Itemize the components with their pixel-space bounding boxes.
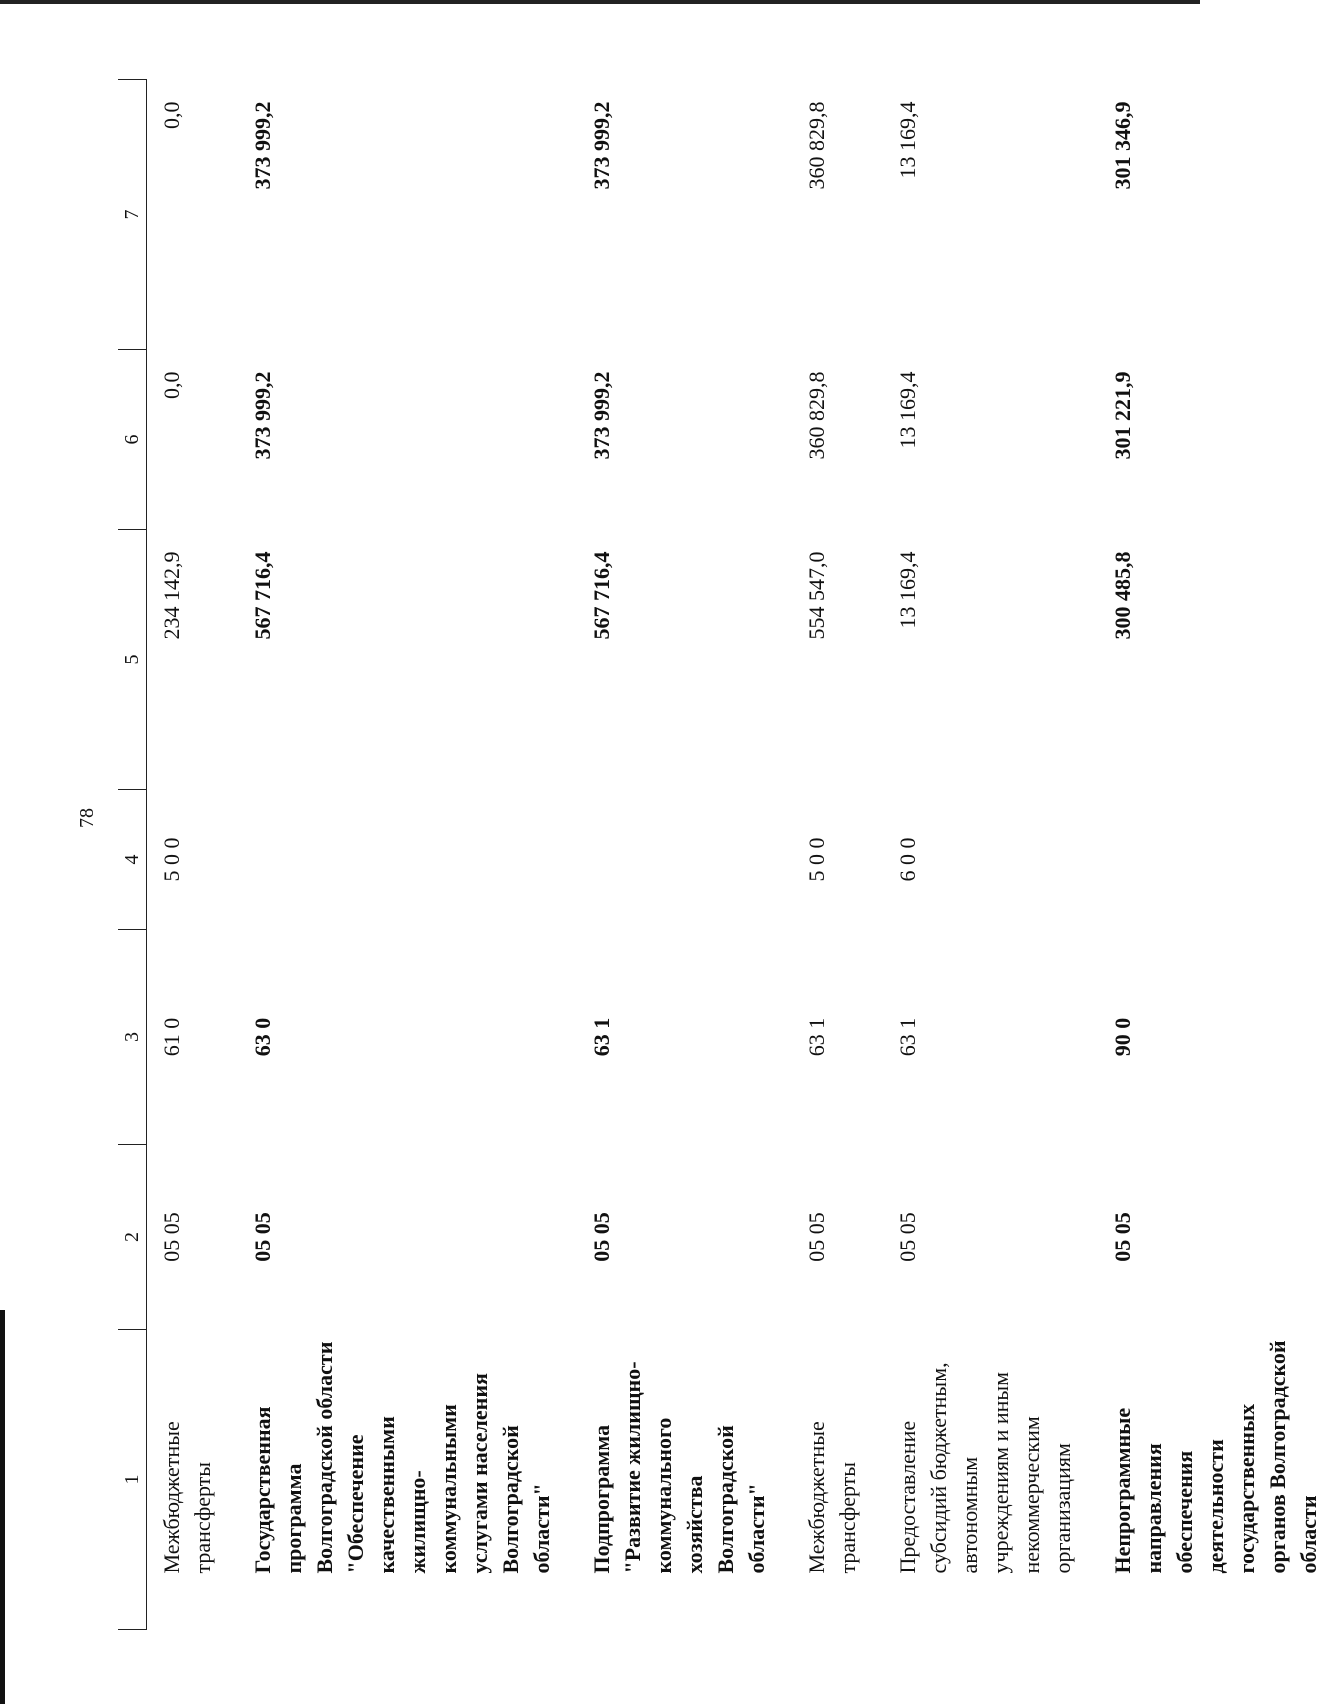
table-row — [1098, 80, 1344, 1630]
scan-left-edge — [0, 1310, 5, 1704]
amount-col-5: 13 169,4 — [895, 551, 920, 629]
budget-table — [118, 79, 1344, 1630]
amount-col-6: 373 999,2 — [250, 371, 275, 460]
row-label: Подпрограмма "Развитие жилищно-коммунального хозяйства Волгоградской области" — [589, 1361, 769, 1574]
program-code: 63 1 — [804, 1017, 829, 1057]
amount-col-6: 301 221,9 — [1110, 371, 1135, 460]
scan-top-edge — [0, 0, 1200, 4]
amount-col-7: 301 346,9 — [1110, 101, 1135, 190]
header-col-2: 2 — [118, 1145, 147, 1330]
section-code: 05 05 — [589, 1212, 614, 1262]
header-col-5: 5 — [118, 530, 147, 790]
row-label: Межбюджетные трансферты — [804, 1421, 860, 1574]
program-code: 61 0 — [159, 1017, 184, 1057]
header-col-6: 6 — [118, 350, 147, 530]
header-col-7: 7 — [118, 80, 147, 350]
amount-col-6: 0,0 — [159, 371, 184, 399]
table-row — [883, 80, 1098, 1630]
expense-type-code — [1098, 790, 1344, 930]
table-row — [238, 80, 577, 1630]
header-row — [118, 80, 147, 1630]
header-col-4: 4 — [118, 790, 147, 930]
amount-col-6: 13 169,4 — [895, 371, 920, 449]
amount-col-6: 373 999,2 — [589, 371, 614, 460]
amount-col-5: 300 485,8 — [1110, 551, 1135, 640]
amount-col-7: 0,0 — [159, 101, 184, 129]
program-code: 63 1 — [589, 1017, 614, 1057]
program-code: 63 0 — [250, 1017, 275, 1057]
expense-type-code — [238, 790, 577, 930]
amount-col-7: 373 999,2 — [250, 101, 275, 190]
section-code: 05 05 — [804, 1212, 829, 1262]
row-label: Предоставление субсидий бюджетным, автономным учреждениям и иным некоммерческим организациям — [895, 1362, 1075, 1574]
row-label: Государственная программа Волгоградской области "Обеспечение качественными жилищно-коммунальными услугами населения Волгоградской области" — [250, 1341, 554, 1574]
table-row — [792, 80, 883, 1630]
program-code: 90 0 — [1110, 1017, 1135, 1057]
expense-type-code: 5 0 0 — [159, 837, 184, 882]
header-col-3: 3 — [118, 930, 147, 1145]
page-number: 78 — [76, 808, 98, 828]
expense-type-code — [577, 790, 792, 930]
table-row — [577, 80, 792, 1630]
section-code: 05 05 — [159, 1212, 184, 1262]
amount-col-7: 13 169,4 — [895, 101, 920, 179]
amount-col-7: 360 829,8 — [804, 101, 829, 190]
amount-col-7: 373 999,2 — [589, 101, 614, 190]
amount-col-5: 567 716,4 — [589, 551, 614, 640]
rotated-page-content — [118, 80, 1321, 1630]
amount-col-5: 554 547,0 — [804, 551, 829, 640]
section-code: 05 05 — [250, 1212, 275, 1262]
header-col-1: 1 — [118, 1330, 147, 1630]
row-label: Непрограммные направления обеспечения деятельности государственных органов Волгоградской области — [1110, 1340, 1321, 1574]
expense-type-code: 6 0 0 — [895, 837, 920, 882]
section-code: 05 05 — [895, 1212, 920, 1262]
amount-col-5: 567 716,4 — [250, 551, 275, 640]
amount-col-6: 360 829,8 — [804, 371, 829, 460]
amount-col-5: 234 142,9 — [159, 551, 184, 640]
row-label: Межбюджетные трансферты — [159, 1421, 215, 1574]
table-row — [147, 80, 239, 1630]
section-code: 05 05 — [1110, 1212, 1135, 1262]
expense-type-code: 5 0 0 — [804, 837, 829, 882]
program-code: 63 1 — [895, 1017, 920, 1057]
